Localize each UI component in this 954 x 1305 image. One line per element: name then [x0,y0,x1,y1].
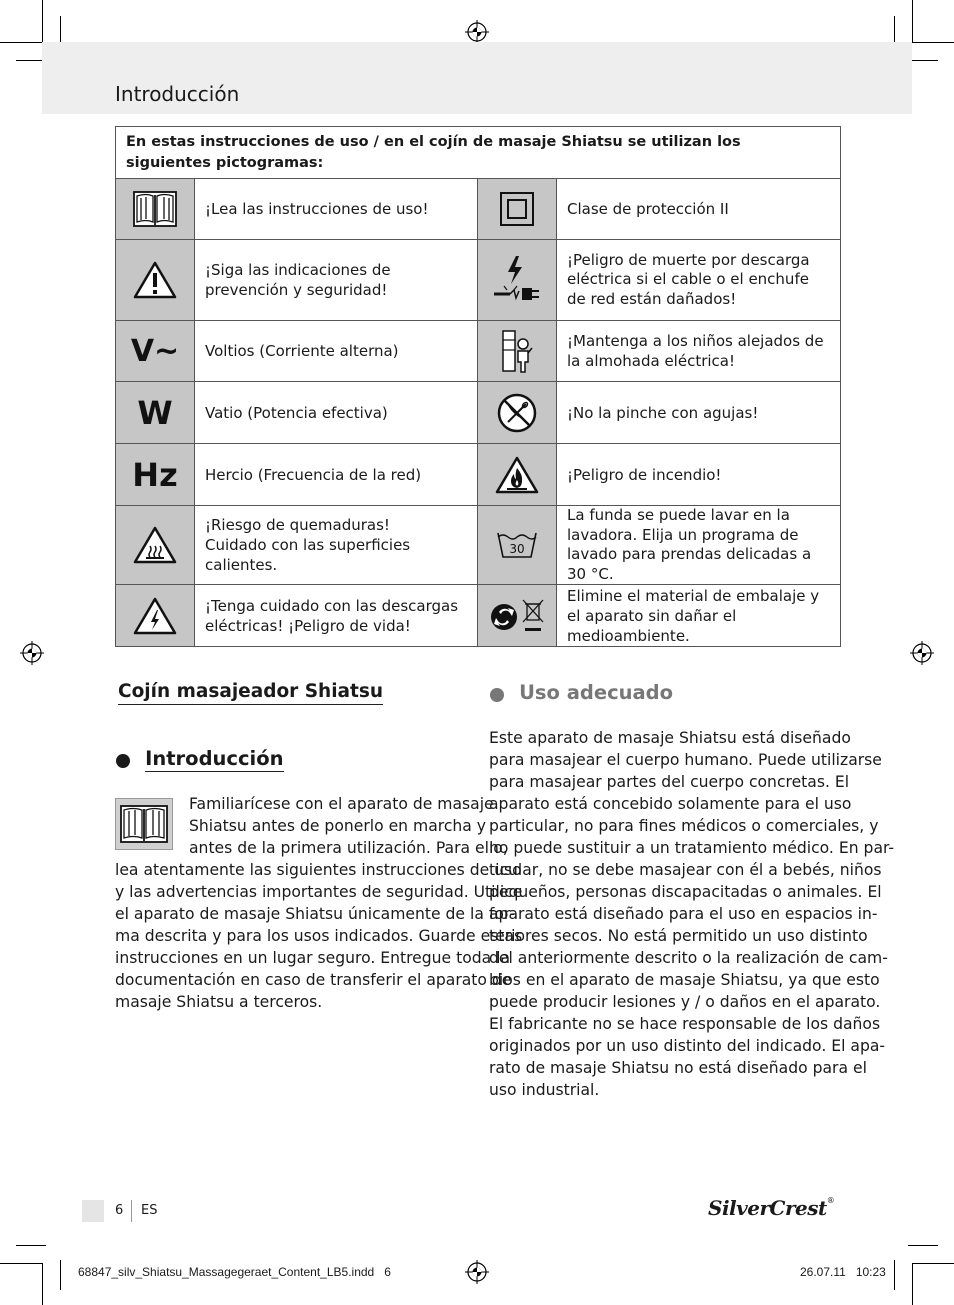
paragraph-line: del anteriormente descrito o la realización de cam- [489,949,888,967]
slug-filename: 68847_silv_Shiatsu_Massagegeraet_Content_LB5.indd 6 [78,1265,391,1279]
bullet-icon [116,754,130,768]
paragraph-line: Este aparato de masaje Shiatsu está diseñado [489,729,851,747]
burn-risk-line: ¡Riesgo de quemaduras! [205,516,390,534]
paragraph-line: antes de la primera utilización. Para ello, [189,839,508,857]
pictogram-table [115,126,841,647]
paragraph-line: pequeños, personas discapacitadas o animales. El [489,883,882,901]
paragraph-line: rato de masaje Shiatsu no está diseñado para el [489,1059,867,1077]
paragraph-line: originados por un uso distinto del indicado. El apa- [489,1037,886,1055]
damaged-cable-shock-icon [492,254,542,306]
table-header: En estas instrucciones de uso / en el cojín de masaje Shiatsu se utilizan los siguientes pictogramas: [116,127,841,179]
footer-divider [131,1200,132,1222]
bullet-icon [490,688,504,702]
intro-title: Introducción [145,747,284,770]
paragraph-line: el aparato de masaje Shiatsu únicamente de la for- [115,905,515,923]
hot-surface-line: Cuidado con las superficies calientes. [205,536,411,574]
crop-mark [912,1263,954,1264]
usage-heading [490,681,673,704]
pictogram-description: ¡Lea las instrucciones de uso! [195,179,478,240]
crop-mark [16,1245,46,1246]
pictogram-description [195,506,478,585]
table-row [116,240,841,321]
paragraph-line: para masajear partes del cuerpo concretas. El [489,773,850,791]
book-icon [115,798,173,850]
pictogram-description: Clase de protección II [557,179,841,240]
no-needles-icon [496,392,538,434]
paragraph-line: puede producir lesiones y / o daños en el aparato. [489,993,881,1011]
pictogram-description: Hercio (Frecuencia de la red) [195,444,478,506]
pictogram-description: Elimine el material de embalaje y el aparato sin dañar el medioambiente. [557,585,841,647]
protection-class-ii-icon [499,191,535,227]
crop-mark [42,1263,43,1305]
crop-mark [60,1260,61,1290]
pictogram-description: Voltios (Corriente alterna) [195,321,478,382]
language-code: ES [141,1203,158,1218]
wash-temperature-label: 30 [509,542,525,556]
brand-logo [708,1196,835,1220]
paragraph-line: documentación en caso de transferir el aparato de [115,971,512,989]
paragraph-line: instrucciones en un lugar seguro. Entregue toda la [115,949,511,967]
page-title: Introducción [115,82,240,106]
table-row [116,585,841,647]
paragraph-line: El fabricante no se hace responsable de los daños [489,1015,881,1033]
paragraph-line: aparato está concebido solamente para el uso [489,795,852,813]
pictogram-description: ¡Tenga cuidado con las descargas eléctricas! ¡Peligro de vida! [195,585,478,647]
intro-heading [116,747,284,770]
intro-paragraph-top [189,793,508,859]
product-heading [118,681,383,702]
table-row [116,444,841,506]
fire-hazard-icon [495,456,539,494]
pictogram-description: La funda se puede lavar en la lavadora. Elija un programa de lavado para prendas delicadas a 30 °C. [557,506,841,585]
electric-shock-icon [133,597,177,635]
brand-mark: ® [826,1196,835,1205]
crop-mark [0,42,42,43]
page-marker [82,1200,104,1222]
paragraph-line: aparato está diseñado para el uso en espacios in- [489,905,878,923]
paragraph-line: y las advertencias importantes de seguridad. Utilice [115,883,523,901]
hot-surface-icon [133,526,177,564]
paragraph-line: particular, no para fines médicos o comerciales, y [489,817,879,835]
usage-paragraph [489,727,894,1101]
registration-mark-icon [465,1260,489,1284]
watt-symbol: W [137,393,173,432]
brand-name: SilverCrest [708,1196,827,1220]
pictogram-description: ¡No la pinche con agujas! [557,382,841,444]
table-row [116,321,841,382]
crop-mark [912,42,954,43]
crop-mark [0,1263,42,1264]
paragraph-line: para masajear el cuerpo humano. Puede utilizarse [489,751,882,769]
paragraph-line: masaje Shiatsu a terceros. [115,993,323,1011]
registration-mark-icon [20,641,44,665]
pictogram-description: Vatio (Potencia efectiva) [195,382,478,444]
paragraph-line: no puede sustituir a un tratamiento médico. En par- [489,839,895,857]
crop-mark [908,1245,938,1246]
volt-ac-symbol: V~ [130,333,180,369]
crop-mark [912,0,913,42]
crop-mark [912,1263,913,1305]
warning-triangle-icon [133,261,177,299]
recycle-disposal-icon [489,596,545,636]
slug-date: 26.07.11 10:23 [800,1265,886,1279]
product-title: Cojín masajeador Shiatsu [118,681,383,705]
registration-mark-icon [465,20,489,44]
paragraph-line: lea atentamente las siguientes instrucciones de uso [115,861,522,879]
page-number: 6 [115,1203,124,1218]
paragraph-line: ma descrita y para los usos indicados. Guarde estas [115,927,523,945]
table-row [116,382,841,444]
paragraph-line: Familiarícese con el aparato de masaje [189,795,494,813]
crop-mark [42,0,43,42]
pictogram-description: ¡Peligro de muerte por descarga eléctrica si el cable o el enchufe de red están dañados! [557,240,841,321]
registration-mark-icon [910,641,934,665]
hertz-symbol: Hz [132,455,178,494]
pictogram-description: ¡Peligro de incendio! [557,444,841,506]
paragraph-line: ticular, no se debe masajear con él a bebés, niños [489,861,882,879]
keep-children-away-icon [500,328,534,374]
table-row [116,179,841,240]
paragraph-line: teriores secos. No está permitido un uso distinto [489,927,868,945]
wash-30-icon [496,529,538,561]
intro-paragraph-bottom [115,859,522,1013]
usage-title: Uso adecuado [519,681,674,704]
paragraph-line: Shiatsu antes de ponerlo en marcha y [189,817,487,835]
pictogram-description: ¡Mantenga a los niños alejados de la almohada eléctrica! [557,321,841,382]
book-icon [132,189,178,229]
pictogram-description: ¡Siga las indicaciones de prevención y seguridad! [195,240,478,321]
crop-mark [894,1260,895,1290]
crop-mark [908,60,938,61]
paragraph-line: bios en el aparato de masaje Shiatsu, ya que esto [489,971,880,989]
paragraph-line: uso industrial. [489,1081,600,1099]
table-row [116,506,841,585]
